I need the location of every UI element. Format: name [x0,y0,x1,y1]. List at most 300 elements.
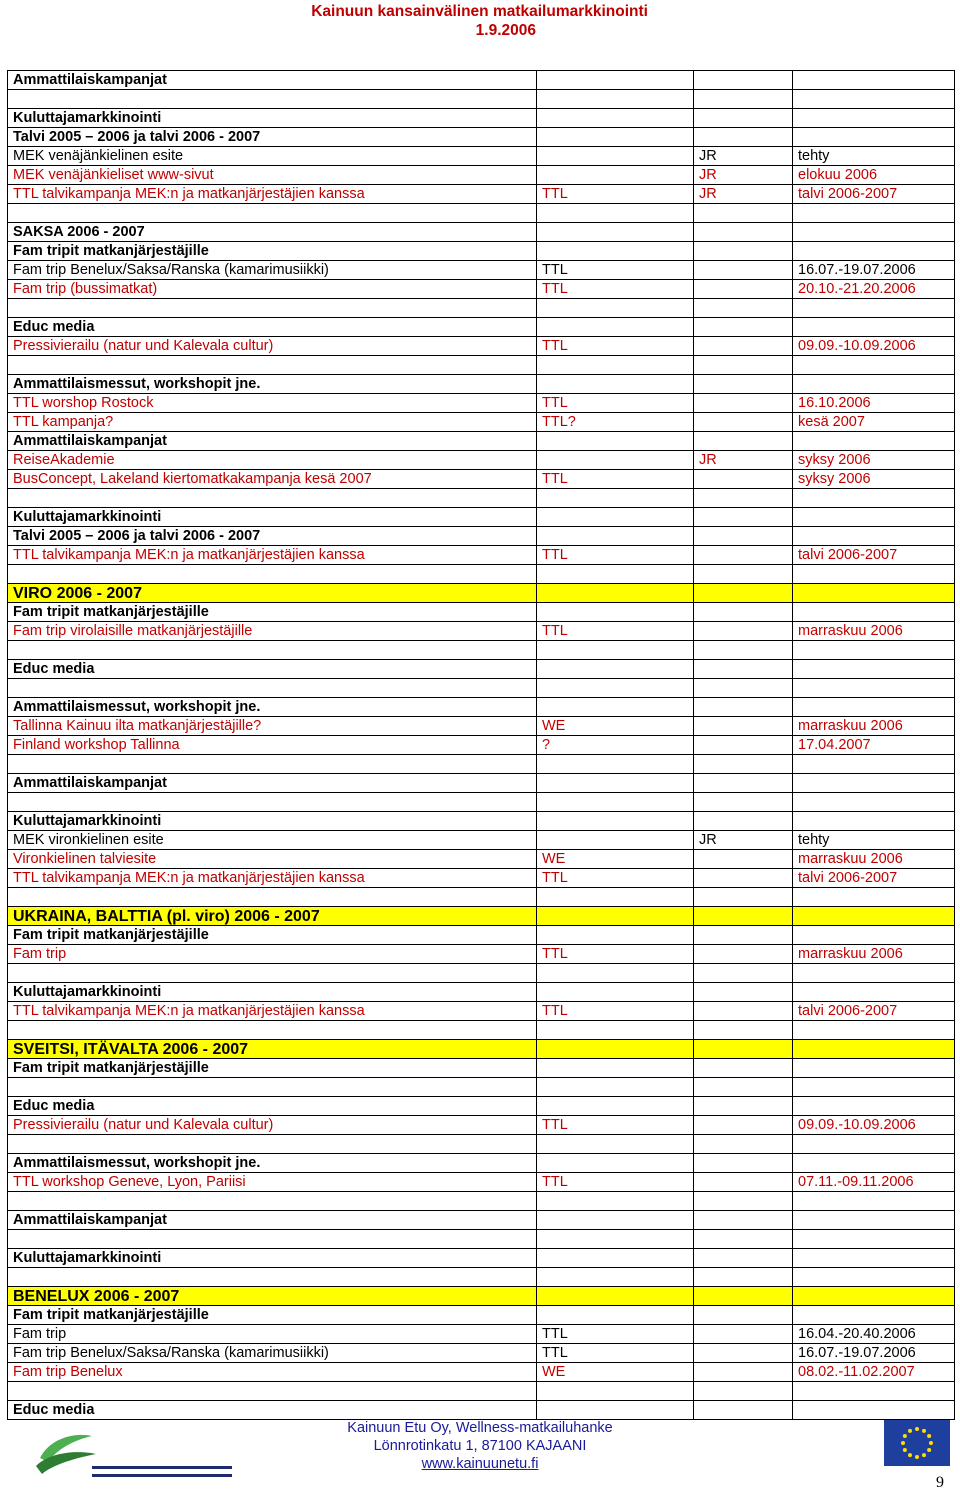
section-heading-row [8,375,955,394]
table-row [8,1002,955,1021]
responsible-cell: TTL [537,1173,694,1192]
responsible-cell: TTL [537,1325,694,1344]
schedule-cell [793,1078,955,1097]
owner-cell [694,584,793,603]
table-row [8,147,955,166]
marketing-plan-table [7,70,955,1420]
activity-cell: Educ media [8,318,537,337]
section-heading-row [8,508,955,527]
section-heading-row [8,1211,955,1230]
activity-cell: ReiseAkademie [8,451,537,470]
spacer-row [8,793,955,812]
responsible-cell [537,1249,694,1268]
schedule-cell [793,242,955,261]
eu-star [908,1453,912,1457]
responsible-cell [537,584,694,603]
section-heading-row [8,1401,955,1420]
responsible-cell: TTL [537,1116,694,1135]
owner-cell [694,261,793,280]
table-row [8,166,955,185]
responsible-cell [537,793,694,812]
section-heading-row [8,1306,955,1325]
schedule-cell: marraskuu 2006 [793,945,955,964]
activity-cell: TTL worshop Rostock [8,394,537,413]
activity-cell [8,1135,537,1154]
owner-cell [694,1173,793,1192]
owner-cell [694,869,793,888]
schedule-cell: 17.04.2007 [793,736,955,755]
schedule-cell [793,375,955,394]
activity-cell [8,204,537,223]
activity-cell: Educ media [8,1401,537,1420]
country-heading-row [8,1040,955,1059]
schedule-cell: 20.10.-21.20.2006 [793,280,955,299]
eu-flag-icon [884,1420,950,1466]
schedule-cell [793,1021,955,1040]
document-title: Kainuun kansainvälinen matkailumarkkinointi [311,3,648,20]
activity-cell: Fam tripit matkanjärjestäjille [8,926,537,945]
schedule-cell: marraskuu 2006 [793,850,955,869]
owner-cell [694,1002,793,1021]
owner-cell: JR [694,147,793,166]
responsible-cell: WE [537,717,694,736]
owner-cell [694,356,793,375]
owner-cell [694,1325,793,1344]
schedule-cell [793,527,955,546]
schedule-cell [793,432,955,451]
document-date: 1.9.2006 [475,22,536,39]
owner-cell [694,698,793,717]
responsible-cell [537,983,694,1002]
footer-address: Lönnrotinkatu 1, 87100 KAJAANI [373,1438,587,1454]
schedule-cell: 16.07.-19.07.2006 [793,1344,955,1363]
section-heading-row [8,242,955,261]
activity-cell [8,565,537,584]
responsible-cell [537,527,694,546]
section-heading-row [8,774,955,793]
activity-cell: BENELUX 2006 - 2007 [8,1287,537,1306]
responsible-cell [537,964,694,983]
spacer-row [8,1192,955,1211]
responsible-cell [537,1078,694,1097]
responsible-cell: TTL [537,280,694,299]
responsible-cell [537,90,694,109]
responsible-cell: TTL [537,337,694,356]
owner-cell [694,1344,793,1363]
schedule-cell [793,1154,955,1173]
owner-cell [694,660,793,679]
activity-cell: Fam tripit matkanjärjestäjille [8,242,537,261]
activity-cell: UKRAINA, BALTTIA (pl. viro) 2006 - 2007 [8,907,537,926]
spacer-row [8,641,955,660]
table-row [8,850,955,869]
activity-cell: Fam trip Benelux/Saksa/Ranska (kamarimusiikki) [8,261,537,280]
activity-cell: Fam trip (bussimatkat) [8,280,537,299]
owner-cell [694,679,793,698]
activity-cell [8,793,537,812]
owner-cell [694,1249,793,1268]
schedule-cell [793,1287,955,1306]
responsible-cell [537,128,694,147]
activity-cell: SAKSA 2006 - 2007 [8,223,537,242]
schedule-cell: syksy 2006 [793,451,955,470]
responsible-cell: TTL [537,869,694,888]
responsible-cell [537,147,694,166]
responsible-cell [537,1059,694,1078]
schedule-cell: talvi 2006-2007 [793,185,955,204]
owner-cell [694,1192,793,1211]
owner-cell [694,508,793,527]
owner-cell [694,1230,793,1249]
activity-cell: Fam trip virolaisille matkanjärjestäjille [8,622,537,641]
table-row [8,451,955,470]
responsible-cell [537,318,694,337]
table-row [8,831,955,850]
schedule-cell: kesä 2007 [793,413,955,432]
schedule-cell [793,204,955,223]
schedule-cell: marraskuu 2006 [793,717,955,736]
responsible-cell [537,812,694,831]
eu-star [922,1429,926,1433]
responsible-cell [537,508,694,527]
activity-cell [8,299,537,318]
spacer-row [8,888,955,907]
section-heading-row [8,1097,955,1116]
eu-star [901,1441,905,1445]
responsible-cell [537,489,694,508]
owner-cell [694,413,793,432]
responsible-cell: TTL [537,1344,694,1363]
responsible-cell [537,1211,694,1230]
activity-cell [8,1230,537,1249]
table-row [8,394,955,413]
table-row [8,1344,955,1363]
schedule-cell [793,774,955,793]
country-heading-row [8,584,955,603]
owner-cell [694,983,793,1002]
schedule-cell [793,1192,955,1211]
schedule-cell [793,318,955,337]
activity-cell: Vironkielinen talviesite [8,850,537,869]
activity-cell [8,356,537,375]
owner-cell [694,318,793,337]
responsible-cell [537,755,694,774]
owner-cell [694,1211,793,1230]
responsible-cell [537,926,694,945]
activity-cell: VIRO 2006 - 2007 [8,584,537,603]
schedule-cell [793,1211,955,1230]
schedule-cell [793,983,955,1002]
responsible-cell: TTL? [537,413,694,432]
activity-cell: Ammattilaiskampanjat [8,1211,537,1230]
responsible-cell: TTL [537,622,694,641]
owner-cell [694,774,793,793]
spacer-row [8,204,955,223]
schedule-cell: syksy 2006 [793,470,955,489]
schedule-cell: talvi 2006-2007 [793,1002,955,1021]
schedule-cell: talvi 2006-2007 [793,869,955,888]
activity-cell [8,1192,537,1211]
responsible-cell [537,375,694,394]
responsible-cell [537,679,694,698]
table-row [8,717,955,736]
owner-cell [694,71,793,90]
responsible-cell: TTL [537,261,694,280]
owner-cell [694,907,793,926]
responsible-cell [537,1382,694,1401]
schedule-cell: talvi 2006-2007 [793,546,955,565]
eu-star [927,1434,931,1438]
owner-cell [694,1287,793,1306]
responsible-cell [537,204,694,223]
activity-cell: Fam trip [8,945,537,964]
spacer-row [8,489,955,508]
schedule-cell [793,223,955,242]
owner-cell [694,337,793,356]
spacer-row [8,1268,955,1287]
spacer-row [8,679,955,698]
owner-cell [694,223,793,242]
owner-cell [694,299,793,318]
schedule-cell [793,660,955,679]
schedule-cell [793,71,955,90]
owner-cell [694,812,793,831]
responsible-cell [537,1306,694,1325]
responsible-cell [537,698,694,717]
owner-cell [694,755,793,774]
activity-cell: Kuluttajamarkkinointi [8,983,537,1002]
activity-cell: Fam tripit matkanjärjestäjille [8,1306,537,1325]
schedule-cell [793,1306,955,1325]
schedule-cell [793,755,955,774]
activity-cell [8,1382,537,1401]
schedule-cell [793,356,955,375]
spacer-row [8,1230,955,1249]
owner-cell [694,850,793,869]
activity-cell: TTL talvikampanja MEK:n ja matkanjärjestäjien kanssa [8,546,537,565]
responsible-cell [537,1154,694,1173]
owner-cell [694,489,793,508]
owner-cell [694,1154,793,1173]
eu-star [929,1441,933,1445]
country-heading-row [8,907,955,926]
schedule-cell: marraskuu 2006 [793,622,955,641]
schedule-cell [793,1230,955,1249]
activity-cell: Kuluttajamarkkinointi [8,1249,537,1268]
activity-cell: TTL talvikampanja MEK:n ja matkanjärjestäjien kanssa [8,869,537,888]
table-row [8,1173,955,1192]
table-row [8,1325,955,1344]
spacer-row [8,1078,955,1097]
owner-cell [694,964,793,983]
owner-cell [694,717,793,736]
responsible-cell [537,603,694,622]
responsible-cell: TTL [537,1002,694,1021]
spacer-row [8,356,955,375]
responsible-cell: TTL [537,546,694,565]
owner-cell [694,470,793,489]
responsible-cell: TTL [537,945,694,964]
activity-cell [8,679,537,698]
section-heading-row [8,660,955,679]
schedule-cell [793,1249,955,1268]
eu-star [915,1427,919,1431]
responsible-cell [537,660,694,679]
responsible-cell [537,109,694,128]
responsible-cell [537,432,694,451]
activity-cell [8,755,537,774]
responsible-cell: ? [537,736,694,755]
footer-company: Kainuun Etu Oy, Wellness-matkailuhanke [347,1420,613,1436]
activity-cell [8,1021,537,1040]
schedule-cell [793,1097,955,1116]
responsible-cell [537,565,694,584]
owner-cell: JR [694,166,793,185]
activity-cell: Kuluttajamarkkinointi [8,508,537,527]
responsible-cell [537,1040,694,1059]
section-heading-row [8,1154,955,1173]
schedule-cell [793,603,955,622]
owner-cell [694,432,793,451]
activity-cell: Educ media [8,1097,537,1116]
schedule-cell [793,1059,955,1078]
section-heading-row [8,926,955,945]
activity-cell [8,641,537,660]
kainuun-etu-logo [30,1430,235,1482]
activity-cell: Ammattilaiskampanjat [8,432,537,451]
activity-cell: Ammattilaismessut, workshopit jne. [8,375,537,394]
schedule-cell: 16.10.2006 [793,394,955,413]
activity-cell: TTL workshop Geneve, Lyon, Pariisi [8,1173,537,1192]
section-heading-row [8,71,955,90]
section-heading-row [8,603,955,622]
owner-cell [694,1363,793,1382]
responsible-cell [537,166,694,185]
owner-cell [694,242,793,261]
owner-cell [694,888,793,907]
responsible-cell [537,1268,694,1287]
eu-star [915,1455,919,1459]
owner-cell [694,1268,793,1287]
owner-cell [694,546,793,565]
schedule-cell: 08.02.-11.02.2007 [793,1363,955,1382]
responsible-cell: TTL [537,394,694,413]
activity-cell: Fam tripit matkanjärjestäjille [8,1059,537,1078]
responsible-cell [537,299,694,318]
responsible-cell [537,451,694,470]
activity-cell [8,964,537,983]
table-row [8,261,955,280]
owner-cell [694,736,793,755]
spacer-row [8,565,955,584]
activity-cell [8,888,537,907]
owner-cell [694,565,793,584]
schedule-cell [793,299,955,318]
activity-cell: Fam trip [8,1325,537,1344]
section-heading-row [8,318,955,337]
owner-cell: JR [694,831,793,850]
country-heading-row [8,1287,955,1306]
owner-cell [694,128,793,147]
table-row [8,470,955,489]
footer-website-link[interactable]: www.kainuunetu.fi [421,1456,539,1472]
eu-star [903,1434,907,1438]
table-row [8,622,955,641]
responsible-cell [537,71,694,90]
schedule-cell: tehty [793,147,955,166]
responsible-cell [537,907,694,926]
responsible-cell [537,641,694,660]
activity-cell: TTL talvikampanja MEK:n ja matkanjärjestäjien kanssa [8,1002,537,1021]
spacer-row [8,1135,955,1154]
schedule-cell [793,584,955,603]
owner-cell [694,1078,793,1097]
section-heading-row [8,128,955,147]
activity-cell: Pressivierailu (natur und Kalevala cultur) [8,1116,537,1135]
responsible-cell [537,1401,694,1420]
footer-contact [300,1419,660,1473]
owner-cell [694,375,793,394]
schedule-cell [793,641,955,660]
owner-cell [694,527,793,546]
activity-cell: Educ media [8,660,537,679]
responsible-cell [537,774,694,793]
responsible-cell [537,223,694,242]
activity-cell: Finland workshop Tallinna [8,736,537,755]
section-heading-row [8,983,955,1002]
activity-cell [8,1268,537,1287]
activity-cell [8,1078,537,1097]
owner-cell [694,204,793,223]
activity-cell: MEK venäjänkieliset www-sivut [8,166,537,185]
activity-cell: TTL kampanja? [8,413,537,432]
responsible-cell: WE [537,1363,694,1382]
activity-cell [8,489,537,508]
owner-cell [694,1021,793,1040]
schedule-cell: 16.07.-19.07.2006 [793,261,955,280]
table-row [8,1363,955,1382]
responsible-cell [537,1192,694,1211]
table-row [8,413,955,432]
activity-cell: Pressivierailu (natur und Kalevala cultur) [8,337,537,356]
activity-cell: Kuluttajamarkkinointi [8,109,537,128]
activity-cell: Fam trip Benelux [8,1363,537,1382]
schedule-cell [793,1040,955,1059]
owner-cell [694,1040,793,1059]
schedule-cell [793,964,955,983]
responsible-cell [537,888,694,907]
spacer-row [8,299,955,318]
owner-cell [694,945,793,964]
activity-cell: SVEITSI, ITÄVALTA 2006 - 2007 [8,1040,537,1059]
owner-cell [694,1382,793,1401]
owner-cell [694,1401,793,1420]
responsible-cell [537,1135,694,1154]
schedule-cell: 07.11.-09.11.2006 [793,1173,955,1192]
responsible-cell: WE [537,850,694,869]
table-row [8,736,955,755]
owner-cell [694,394,793,413]
schedule-cell [793,1401,955,1420]
schedule-cell [793,888,955,907]
section-heading-row [8,109,955,128]
owner-cell [694,603,793,622]
schedule-cell [793,128,955,147]
table-row [8,280,955,299]
responsible-cell [537,831,694,850]
responsible-cell: TTL [537,470,694,489]
section-heading-row [8,432,955,451]
